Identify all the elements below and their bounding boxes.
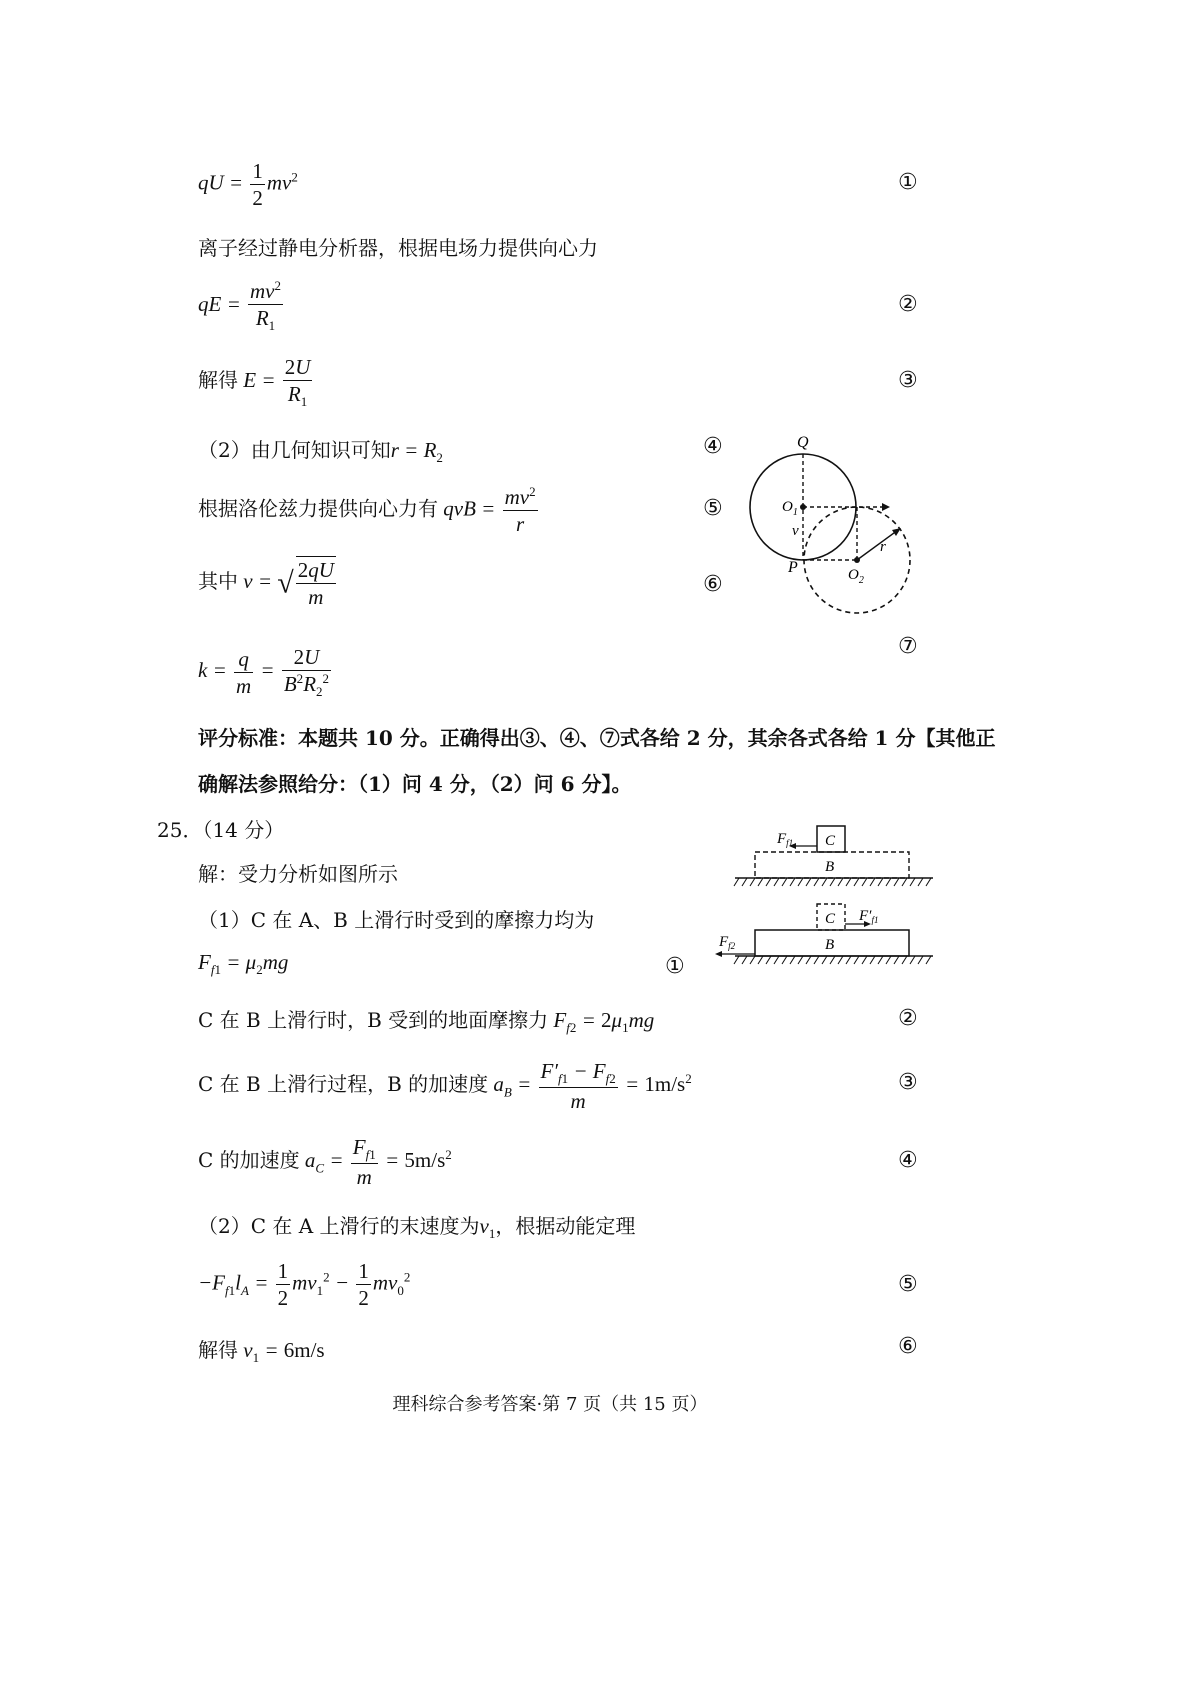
- scoring-criteria-line2: 确解法参照给分：（1）问 4 分，（2）问 6 分】。: [198, 772, 632, 796]
- equation-marker: ②: [898, 1006, 918, 1031]
- equation-ff2: C 在 B 上滑行时，B 受到的地面摩擦力 $F_{f2} = 2\mu_1mg$: [198, 1008, 655, 1036]
- label-o1: $O_1$: [782, 499, 798, 518]
- label-ff1-prime: $F'_{f1}$: [859, 908, 879, 925]
- ground-hatch-top: [734, 878, 931, 886]
- equation-r-R2: （2）由几何知识可知$r = R_2$: [198, 438, 443, 466]
- equation-marker: ①: [898, 170, 918, 195]
- label-c-bottom: C: [825, 911, 836, 927]
- page-footer: 理科综合参考答案·第 7 页（共 15 页）: [392, 1394, 708, 1415]
- velocity-arrow-head: [882, 503, 890, 511]
- equation-k-ratio: k = $\frac{q}{m}$ = $\frac{2U}{B^2R_2^2}$: [198, 645, 330, 700]
- equation-aC: C 的加速度 $a_C$ = $\frac{F_{f1}}{m}$ = $5m/s^2$: [198, 1135, 452, 1190]
- label-ff1: $F_{f1}$: [777, 831, 794, 848]
- point-o1: [800, 504, 806, 510]
- equation-v1-solution: 解得 $v_1 = 6m/s$: [198, 1338, 325, 1366]
- equation-marker: ③: [898, 368, 918, 393]
- radius-line: [857, 530, 898, 560]
- equation-marker: ⑥: [703, 572, 723, 597]
- equation-marker: ③: [898, 1070, 918, 1095]
- point-o2: [854, 557, 860, 563]
- equation-marker: ⑤: [703, 496, 723, 521]
- equation-marker: ⑥: [898, 1334, 918, 1359]
- equation-aB: C 在 B 上滑行过程，B 的加速度 $a_B$ = $\frac{F'_{f1} - F_{f2}}{m}$ = $1m/s^2$: [198, 1059, 692, 1114]
- label-c-top: C: [825, 833, 836, 849]
- equation-qU-kinetic: qU = $\frac{1}{2}$ $mv^2$: [198, 159, 298, 211]
- equation-marker: ①: [665, 954, 685, 979]
- equation-ff1: $F_{f1} = \mu_2mg$: [198, 950, 289, 978]
- magnetic-field-circle-diagram: [740, 425, 930, 615]
- label-b-top: B: [825, 859, 835, 875]
- equation-marker: ④: [703, 434, 723, 459]
- equation-marker: ④: [898, 1148, 918, 1173]
- text-c-friction: （1）C 在 A、B 上滑行时受到的摩擦力均为: [198, 908, 595, 932]
- solution-intro: 解：受力分析如图所示: [198, 862, 398, 886]
- equation-work-energy: $-F_{f1}l_A$ = $\frac{1}{2}$ $mv_1^2$ − $\frac{1}{2}$ $mv_0^2$: [198, 1259, 411, 1311]
- equation-lorentz: 根据洛伦兹力提供向心力有 qvB = $\frac{mv^2}{r}$: [198, 484, 536, 537]
- label-r: r: [880, 539, 886, 555]
- force-analysis-diagram: [705, 818, 945, 978]
- text-final-speed: （2）C 在 A 上滑行的末速度为$v_1$，根据动能定理: [198, 1214, 636, 1242]
- label-o2: $O_2$: [848, 567, 864, 586]
- label-v: v: [792, 523, 799, 539]
- equation-E-solution: 解得 E = $\frac{2U}{R_1}$: [198, 355, 311, 410]
- radius-arrow-head: [892, 528, 901, 536]
- label-q: Q: [797, 434, 809, 451]
- equation-v-sqrt: 其中 v = √ $\frac{2qU}{m}$: [198, 558, 334, 610]
- question-25-header: 25．（14 分）: [157, 818, 285, 842]
- equation-qE-centripetal: qE = $\frac{mv^2}{R_1}$: [198, 278, 282, 334]
- force-ff2-arrow-head: [715, 951, 722, 957]
- equation-marker: ⑦: [898, 634, 918, 659]
- ground-hatch-bottom: [734, 956, 931, 964]
- label-b-bottom: B: [825, 937, 835, 953]
- label-p: P: [788, 559, 798, 576]
- label-ff2: $F_{f2}$: [719, 934, 736, 951]
- text-ion-analyzer: 离子经过静电分析器，根据电场力提供向心力: [198, 236, 598, 260]
- equation-marker: ②: [898, 292, 918, 317]
- scoring-criteria-line1: 评分标准：本题共 10 分。正确得出③、④、⑦式各给 2 分，其余各式各给 1 分【其他正: [198, 726, 996, 750]
- equation-marker: ⑤: [898, 1272, 918, 1297]
